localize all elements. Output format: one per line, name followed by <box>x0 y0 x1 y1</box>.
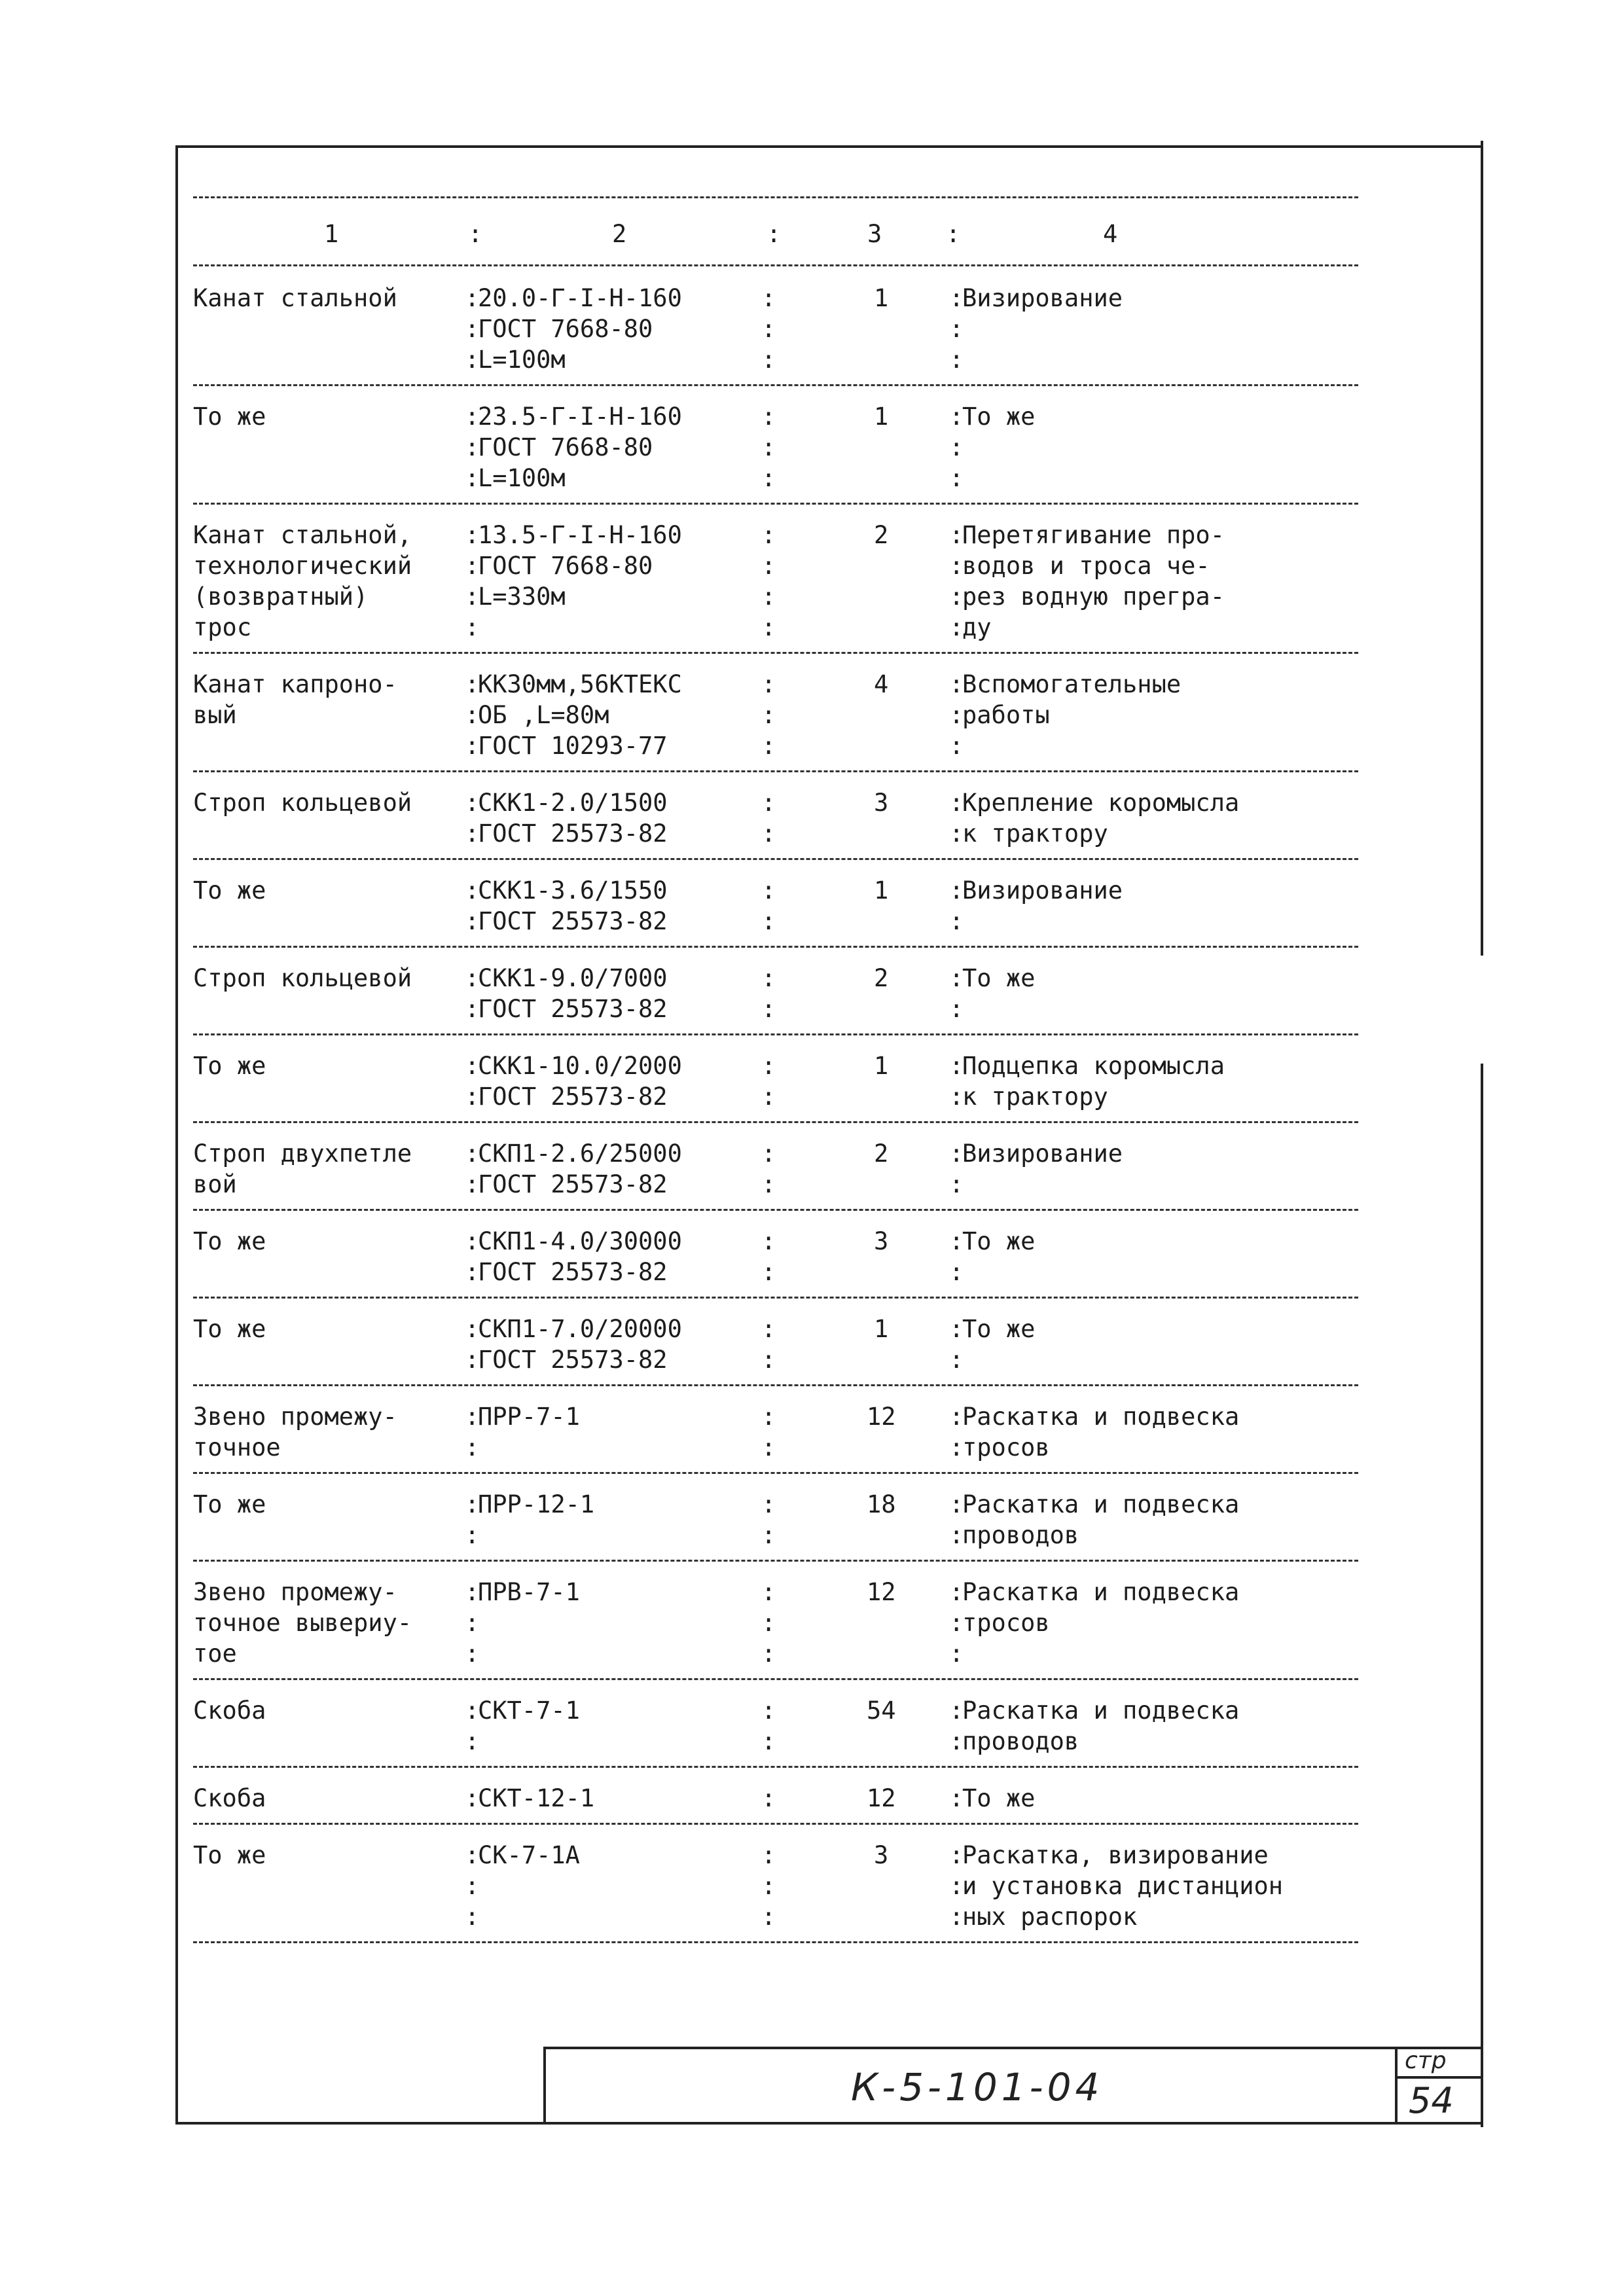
col-separator: : <box>949 1640 964 1668</box>
col-separator: : <box>465 1872 480 1900</box>
row-quantity: 1 <box>874 1315 889 1343</box>
col-separator: : <box>465 907 480 935</box>
col-separator: : <box>949 1521 964 1549</box>
row-quantity: 2 <box>874 964 889 992</box>
col-separator: : <box>761 1227 776 1255</box>
row-quantity: 4 <box>874 670 889 698</box>
row-designation: ПРР-7-1 <box>478 1403 580 1431</box>
row-separator <box>193 1297 1358 1299</box>
col-separator: : <box>949 1139 964 1168</box>
col-separator: : <box>761 907 776 935</box>
row-name: вый <box>193 701 237 729</box>
row-designation: L=100м <box>478 464 566 492</box>
col-separator: : <box>465 613 480 641</box>
row-name: тое <box>193 1640 237 1668</box>
row-purpose: То же <box>962 964 1036 992</box>
row-quantity: 12 <box>867 1578 896 1606</box>
col-separator: : <box>465 1083 480 1111</box>
row-separator <box>193 1121 1358 1123</box>
col-separator: : <box>761 1872 776 1900</box>
row-separator <box>193 946 1358 948</box>
row-quantity: 3 <box>874 1227 889 1255</box>
row-name: Строп кольцевой <box>193 964 412 992</box>
row-designation: СКТ-7-1 <box>478 1696 580 1725</box>
col-separator: : <box>761 1433 776 1462</box>
col-separator: : <box>949 1052 964 1080</box>
col-separator: : <box>949 701 964 729</box>
row-quantity: 12 <box>867 1784 896 1812</box>
col-separator: : <box>761 1490 776 1518</box>
row-separator <box>193 1560 1358 1562</box>
row-name: точное <box>193 1433 281 1462</box>
row-designation: ПРВ-7-1 <box>478 1578 580 1606</box>
row-separator <box>193 1472 1358 1474</box>
row-name: Скоба <box>193 1696 266 1725</box>
row-designation: ГОСТ 7668-80 <box>478 552 653 580</box>
row-separator <box>193 503 1358 505</box>
page-frame <box>175 145 1482 2125</box>
col-separator: : <box>949 1315 964 1343</box>
col-separator: : <box>949 613 964 641</box>
col-separator: : <box>761 1521 776 1549</box>
col-separator: : <box>949 284 964 312</box>
row-separator <box>193 264 1358 266</box>
page-number: 54 <box>1409 2080 1454 2121</box>
row-designation: 13.5-Г-I-Н-160 <box>478 521 682 549</box>
title-block-divider <box>1395 2047 1398 2123</box>
row-designation: СКП1-4.0/30000 <box>478 1227 682 1255</box>
col-separator: : <box>465 521 480 549</box>
row-name: Скоба <box>193 1784 266 1812</box>
row-purpose: Раскатка и подвеска <box>962 1490 1240 1518</box>
col-separator: : <box>465 433 480 461</box>
col-separator: : <box>465 1139 480 1168</box>
row-designation: ГОСТ 10293-77 <box>478 732 668 760</box>
row-purpose: То же <box>962 403 1036 431</box>
col-separator: : <box>465 1052 480 1080</box>
row-purpose: к трактору <box>962 1083 1108 1111</box>
col-separator: : <box>761 464 776 492</box>
col-separator: : <box>761 315 776 343</box>
col-separator: : <box>949 789 964 817</box>
col-separator: : <box>465 1521 480 1549</box>
row-name: Строп кольцевой <box>193 789 412 817</box>
col-separator: : <box>761 346 776 374</box>
row-name: (возвратный) <box>193 583 369 611</box>
col-separator: : <box>761 1083 776 1111</box>
row-designation: ОБ ,L=80м <box>478 701 609 729</box>
col-separator: : <box>761 552 776 580</box>
row-designation: СКП1-7.0/20000 <box>478 1315 682 1343</box>
col-separator: : <box>465 1578 480 1606</box>
row-separator <box>193 1033 1358 1035</box>
header-col-2: 2 <box>612 220 627 248</box>
row-quantity: 1 <box>874 284 889 312</box>
col-separator: : <box>949 907 964 935</box>
row-quantity: 3 <box>874 1841 889 1869</box>
col-separator: : <box>949 1258 964 1286</box>
row-designation: ГОСТ 25573-82 <box>478 995 668 1023</box>
row-designation: ГОСТ 25573-82 <box>478 1258 668 1286</box>
row-designation: ГОСТ 25573-82 <box>478 1170 668 1198</box>
row-purpose: Вспомогательные <box>962 670 1182 698</box>
row-designation: 23.5-Г-I-Н-160 <box>478 403 682 431</box>
row-purpose: тросов <box>962 1433 1050 1462</box>
row-name: То же <box>193 1052 266 1080</box>
col-separator: : <box>761 876 776 905</box>
col-separator: : <box>949 1903 964 1931</box>
row-quantity: 1 <box>874 876 889 905</box>
row-purpose: Перетягивание про- <box>962 521 1225 549</box>
col-separator: : <box>465 583 480 611</box>
row-separator <box>193 1678 1358 1680</box>
row-name: То же <box>193 1490 266 1518</box>
row-designation: КК30мм,56КТЕКС <box>478 670 682 698</box>
col-separator: : <box>761 701 776 729</box>
col-separator: : <box>465 819 480 848</box>
col-separator: : <box>465 876 480 905</box>
col-separator: : <box>946 220 961 248</box>
col-separator: : <box>465 1227 480 1255</box>
col-separator: : <box>468 220 483 248</box>
col-separator: : <box>949 1083 964 1111</box>
row-designation: СКП1-2.6/25000 <box>478 1139 682 1168</box>
col-separator: : <box>761 1696 776 1725</box>
col-separator: : <box>761 1841 776 1869</box>
row-name: Звено промежу- <box>193 1403 397 1431</box>
row-purpose: работы <box>962 701 1050 729</box>
row-separator <box>193 770 1358 772</box>
col-separator: : <box>761 521 776 549</box>
row-quantity: 2 <box>874 1139 889 1168</box>
row-quantity: 12 <box>867 1403 896 1431</box>
col-separator: : <box>761 1346 776 1374</box>
col-separator: : <box>949 876 964 905</box>
row-purpose: Раскатка и подвеска <box>962 1403 1240 1431</box>
row-name: трос <box>193 613 252 641</box>
row-purpose: ных распорок <box>962 1903 1138 1931</box>
col-separator: : <box>949 552 964 580</box>
row-quantity: 2 <box>874 521 889 549</box>
col-separator: : <box>761 1139 776 1168</box>
col-separator: : <box>465 346 480 374</box>
row-designation: СКТ-12-1 <box>478 1784 595 1812</box>
row-purpose: к трактору <box>962 819 1108 848</box>
col-separator: : <box>949 1403 964 1431</box>
row-separator <box>193 1209 1358 1211</box>
col-separator: : <box>465 1403 480 1431</box>
row-designation: СКК1-2.0/1500 <box>478 789 668 817</box>
col-separator: : <box>949 670 964 698</box>
row-purpose: Раскатка, визирование <box>962 1841 1269 1869</box>
row-quantity: 54 <box>867 1696 896 1725</box>
row-purpose: Крепление коромысла <box>962 789 1240 817</box>
col-separator: : <box>767 220 782 248</box>
row-name: То же <box>193 1315 266 1343</box>
row-designation: СКК1-10.0/2000 <box>478 1052 682 1080</box>
row-designation: ГОСТ 25573-82 <box>478 1083 668 1111</box>
col-separator: : <box>465 1727 480 1755</box>
row-designation: СК-7-1А <box>478 1841 580 1869</box>
row-purpose: водов и троса че- <box>962 552 1210 580</box>
row-quantity: 18 <box>867 1490 896 1518</box>
frame-right-edge-top <box>1481 141 1483 956</box>
row-designation: ГОСТ 25573-82 <box>478 819 668 848</box>
col-separator: : <box>465 1170 480 1198</box>
row-name: точное вывериу- <box>193 1609 412 1637</box>
row-purpose: ду <box>962 613 992 641</box>
col-separator: : <box>949 315 964 343</box>
col-separator: : <box>465 1433 480 1462</box>
row-name: То же <box>193 876 266 905</box>
col-separator: : <box>761 1640 776 1668</box>
page-label: стр <box>1405 2047 1447 2074</box>
col-separator: : <box>949 403 964 431</box>
col-separator: : <box>465 1696 480 1725</box>
row-purpose: Подцепка коромысла <box>962 1052 1225 1080</box>
row-designation: ГОСТ 25573-82 <box>478 907 668 935</box>
row-purpose: проводов <box>962 1521 1079 1549</box>
col-separator: : <box>949 1490 964 1518</box>
row-name: То же <box>193 1841 266 1869</box>
row-name: вой <box>193 1170 237 1198</box>
col-separator: : <box>949 1727 964 1755</box>
row-quantity: 1 <box>874 403 889 431</box>
col-separator: : <box>949 964 964 992</box>
row-purpose: То же <box>962 1227 1036 1255</box>
col-separator: : <box>949 1227 964 1255</box>
col-separator: : <box>465 1841 480 1869</box>
col-separator: : <box>949 1784 964 1812</box>
row-name: технологический <box>193 552 412 580</box>
row-name: Канат стальной, <box>193 521 412 549</box>
header-col-1: 1 <box>324 220 339 248</box>
row-designation: СКК1-9.0/7000 <box>478 964 668 992</box>
row-purpose: рез водную прегра- <box>962 583 1225 611</box>
row-name: То же <box>193 403 266 431</box>
row-purpose: проводов <box>962 1727 1079 1755</box>
col-separator: : <box>761 1258 776 1286</box>
col-separator: : <box>761 284 776 312</box>
row-purpose: Визирование <box>962 284 1123 312</box>
col-separator: : <box>761 433 776 461</box>
row-name: Строп двухпетле <box>193 1139 412 1168</box>
header-col-4: 4 <box>1103 220 1118 248</box>
col-separator: : <box>465 1903 480 1931</box>
col-separator: : <box>761 1609 776 1637</box>
col-separator: : <box>761 613 776 641</box>
row-designation: ГОСТ 7668-80 <box>478 433 653 461</box>
col-separator: : <box>465 552 480 580</box>
row-designation: L=330м <box>478 583 566 611</box>
row-separator <box>193 1823 1358 1825</box>
row-purpose: тросов <box>962 1609 1050 1637</box>
title-block-page-separator <box>1395 2076 1482 2079</box>
col-separator: : <box>465 1640 480 1668</box>
row-purpose: Раскатка и подвеска <box>962 1696 1240 1725</box>
row-designation: СКК1-3.6/1550 <box>478 876 668 905</box>
col-separator: : <box>465 670 480 698</box>
row-purpose: и установка дистанцион <box>962 1872 1284 1900</box>
col-separator: : <box>465 1315 480 1343</box>
col-separator: : <box>465 701 480 729</box>
col-separator: : <box>761 995 776 1023</box>
col-separator: : <box>949 1578 964 1606</box>
col-separator: : <box>761 403 776 431</box>
row-separator <box>193 1941 1358 1943</box>
row-quantity: 3 <box>874 789 889 817</box>
col-separator: : <box>761 819 776 848</box>
col-separator: : <box>761 1578 776 1606</box>
row-purpose: То же <box>962 1784 1036 1812</box>
col-separator: : <box>949 1433 964 1462</box>
row-designation: ГОСТ 7668-80 <box>478 315 653 343</box>
row-purpose: То же <box>962 1315 1036 1343</box>
col-separator: : <box>761 789 776 817</box>
col-separator: : <box>949 1609 964 1637</box>
col-separator: : <box>761 964 776 992</box>
col-separator: : <box>465 1346 480 1374</box>
col-separator: : <box>465 1784 480 1812</box>
col-separator: : <box>761 1315 776 1343</box>
col-separator: : <box>949 346 964 374</box>
col-separator: : <box>949 1696 964 1725</box>
row-name: Канат стальной <box>193 284 397 312</box>
frame-right-edge-bottom <box>1481 1064 1483 2127</box>
col-separator: : <box>761 1727 776 1755</box>
col-separator: : <box>465 789 480 817</box>
col-separator: : <box>465 1258 480 1286</box>
col-separator: : <box>761 1903 776 1931</box>
document-code: К-5-101-04 <box>851 2065 1104 2109</box>
col-separator: : <box>465 964 480 992</box>
row-separator <box>193 1766 1358 1768</box>
col-separator: : <box>949 1346 964 1374</box>
row-separator <box>193 196 1358 198</box>
col-separator: : <box>761 1403 776 1431</box>
col-separator: : <box>465 732 480 760</box>
row-separator <box>193 858 1358 860</box>
row-designation: 20.0-Г-I-Н-160 <box>478 284 682 312</box>
row-separator <box>193 652 1358 654</box>
col-separator: : <box>949 464 964 492</box>
row-name: Канат капроно- <box>193 670 397 698</box>
col-separator: : <box>761 1170 776 1198</box>
col-separator: : <box>761 1052 776 1080</box>
col-separator: : <box>465 284 480 312</box>
row-designation: ГОСТ 25573-82 <box>478 1346 668 1374</box>
col-separator: : <box>949 819 964 848</box>
col-separator: : <box>949 732 964 760</box>
row-separator <box>193 384 1358 386</box>
row-purpose: Визирование <box>962 1139 1123 1168</box>
col-separator: : <box>949 995 964 1023</box>
row-name: Звено промежу- <box>193 1578 397 1606</box>
row-quantity: 1 <box>874 1052 889 1080</box>
row-name: То же <box>193 1227 266 1255</box>
row-purpose: Раскатка и подвеска <box>962 1578 1240 1606</box>
row-purpose: Визирование <box>962 876 1123 905</box>
col-separator: : <box>761 583 776 611</box>
col-separator: : <box>465 464 480 492</box>
col-separator: : <box>949 1841 964 1869</box>
col-separator: : <box>465 403 480 431</box>
row-designation: ПРР-12-1 <box>478 1490 595 1518</box>
col-separator: : <box>761 732 776 760</box>
col-separator: : <box>949 521 964 549</box>
header-col-3: 3 <box>867 220 882 248</box>
col-separator: : <box>949 433 964 461</box>
col-separator: : <box>761 670 776 698</box>
col-separator: : <box>465 315 480 343</box>
col-separator: : <box>465 1490 480 1518</box>
col-separator: : <box>949 1872 964 1900</box>
row-separator <box>193 1384 1358 1386</box>
col-separator: : <box>465 995 480 1023</box>
col-separator: : <box>949 583 964 611</box>
col-separator: : <box>465 1609 480 1637</box>
col-separator: : <box>761 1784 776 1812</box>
col-separator: : <box>949 1170 964 1198</box>
row-designation: L=100м <box>478 346 566 374</box>
